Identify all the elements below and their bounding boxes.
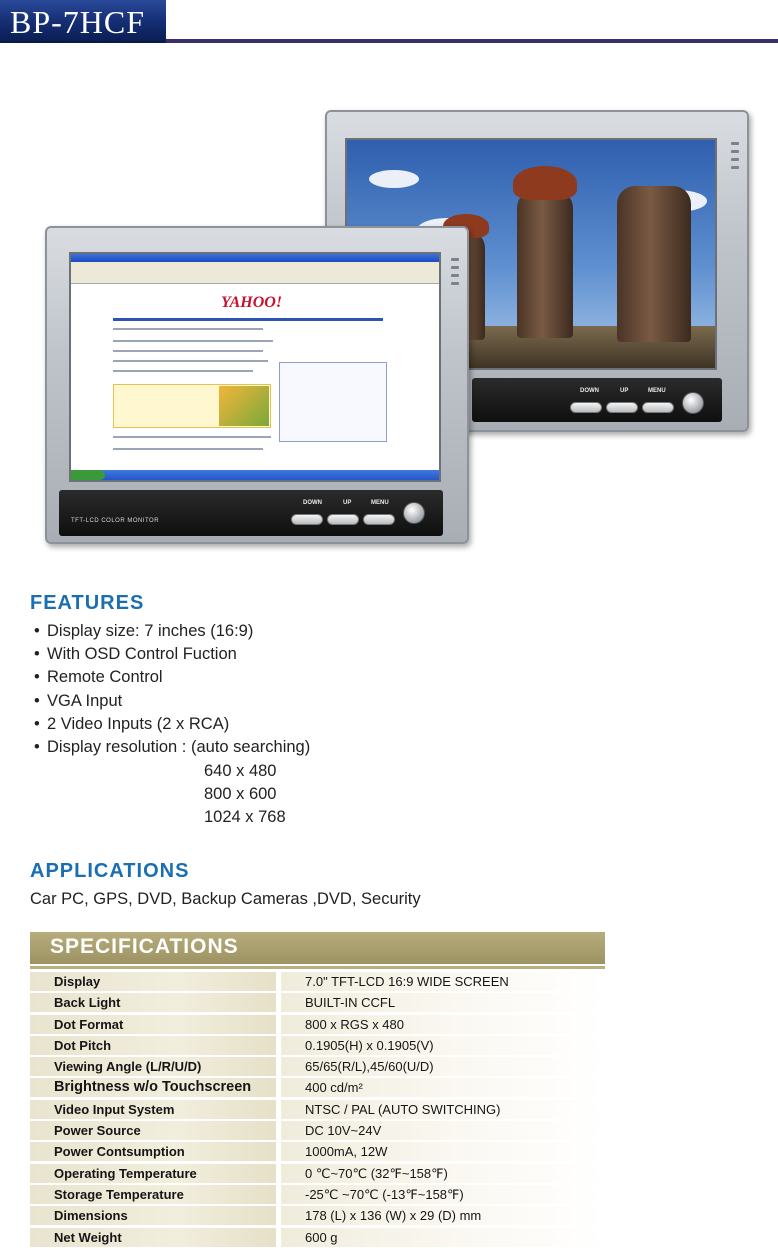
spec-row [30, 1141, 605, 1162]
up-label: UP [620, 388, 629, 394]
moai-statue [617, 186, 691, 342]
header-rule [166, 39, 778, 43]
menu-button [363, 514, 395, 525]
feature-item: • Display size: 7 inches (16:9) [34, 622, 254, 640]
power-knob [403, 502, 425, 524]
spec-row [30, 1056, 605, 1077]
spec-row [30, 971, 605, 992]
spec-label: Dot Pitch [30, 1036, 276, 1055]
specifications-table [30, 971, 605, 1248]
spec-row [30, 1014, 605, 1035]
resolution-item: 1024 x 768 [204, 808, 286, 827]
spec-label: Back Light [30, 993, 276, 1012]
browser-screen [69, 252, 441, 482]
specifications-rule [30, 966, 605, 969]
moai-statue [517, 190, 573, 338]
specifications-heading: SPECIFICATIONS [50, 935, 239, 958]
spec-value: NTSC / PAL (AUTO SWITCHING) [281, 1100, 605, 1119]
spec-value: 0.1905(H) x 0.1905(V) [281, 1036, 605, 1055]
features-list [34, 620, 310, 759]
resolution-list [204, 760, 286, 830]
up-label: UP [343, 500, 352, 506]
spec-row [30, 992, 605, 1013]
yahoo-logo: YAHOO! [221, 294, 283, 311]
spec-label: Viewing Angle (L/R/U/D) [30, 1057, 276, 1076]
monitor-front-image [45, 226, 469, 544]
spec-value: 7.0" TFT-LCD 16:9 WIDE SCREEN [281, 972, 605, 991]
down-button [570, 402, 602, 413]
up-button [327, 514, 359, 525]
menu-button [642, 402, 674, 413]
spec-row [30, 1163, 605, 1184]
control-panel [472, 378, 722, 422]
spec-value: 800 x RGS x 480 [281, 1015, 605, 1034]
spec-row [30, 1184, 605, 1205]
spec-value: 178 (L) x 136 (W) x 29 (D) mm [281, 1206, 605, 1225]
spec-label: Power Source [30, 1121, 276, 1140]
spec-row [30, 1205, 605, 1226]
spec-label: Video Input System [30, 1100, 276, 1119]
feature-item: • 2 Video Inputs (2 x RCA) [34, 714, 230, 733]
spec-label: Dimensions [30, 1206, 276, 1225]
spec-value: -25℃ ~70℃ (-13℉~158℉) [281, 1185, 605, 1204]
spec-label: Dot Format [30, 1015, 276, 1034]
menu-label: MENU [371, 500, 389, 506]
spec-row [30, 1099, 605, 1120]
features-heading: FEATURES [30, 592, 145, 614]
spec-label: Operating Temperature [30, 1164, 276, 1183]
spec-row [30, 1035, 605, 1056]
down-label: DOWN [580, 388, 599, 394]
up-button [606, 402, 638, 413]
monitor-model-label: TFT-LCD COLOR MONITOR [71, 518, 160, 524]
spec-value: 600 g [281, 1228, 605, 1247]
spec-label: Storage Temperature [30, 1185, 276, 1204]
spec-row [30, 1227, 605, 1248]
applications-heading: APPLICATIONS [30, 860, 190, 882]
resolution-item: 800 x 600 [204, 785, 277, 804]
feature-item: • Display resolution : (auto searching) [34, 738, 311, 757]
down-label: DOWN [303, 500, 322, 506]
spec-value: 65/65(R/L),45/60(U/D) [281, 1057, 605, 1076]
specifications-header [30, 932, 605, 964]
power-knob [682, 392, 704, 414]
model-title-badge [0, 0, 166, 43]
spec-label: Power Contsumption [30, 1142, 276, 1161]
control-panel [59, 490, 443, 536]
feature-item: • With OSD Control Fuction [34, 645, 237, 664]
feature-item: • VGA Input [34, 691, 123, 710]
menu-label: MENU [648, 388, 666, 394]
spec-value: BUILT-IN CCFL [281, 993, 605, 1012]
spec-label: Net Weight [30, 1228, 276, 1247]
spec-value: 0 ℃~70℃ (32℉~158℉) [281, 1164, 605, 1183]
spec-value: 400 cd/m² [281, 1078, 605, 1097]
model-title: BP-7HCF [10, 4, 146, 40]
feature-item: • Remote Control [34, 668, 163, 687]
spec-label: Brightness w/o Touchscreen [30, 1078, 276, 1097]
spec-row [30, 1077, 605, 1098]
resolution-item: 640 x 480 [204, 762, 277, 780]
down-button [291, 514, 323, 525]
applications-text: Car PC, GPS, DVD, Backup Cameras ,DVD, Security [30, 890, 421, 908]
spec-value: DC 10V~24V [281, 1121, 605, 1140]
spec-value: 1000mA, 12W [281, 1142, 605, 1161]
spec-label: Display [30, 972, 276, 991]
spec-row [30, 1120, 605, 1141]
